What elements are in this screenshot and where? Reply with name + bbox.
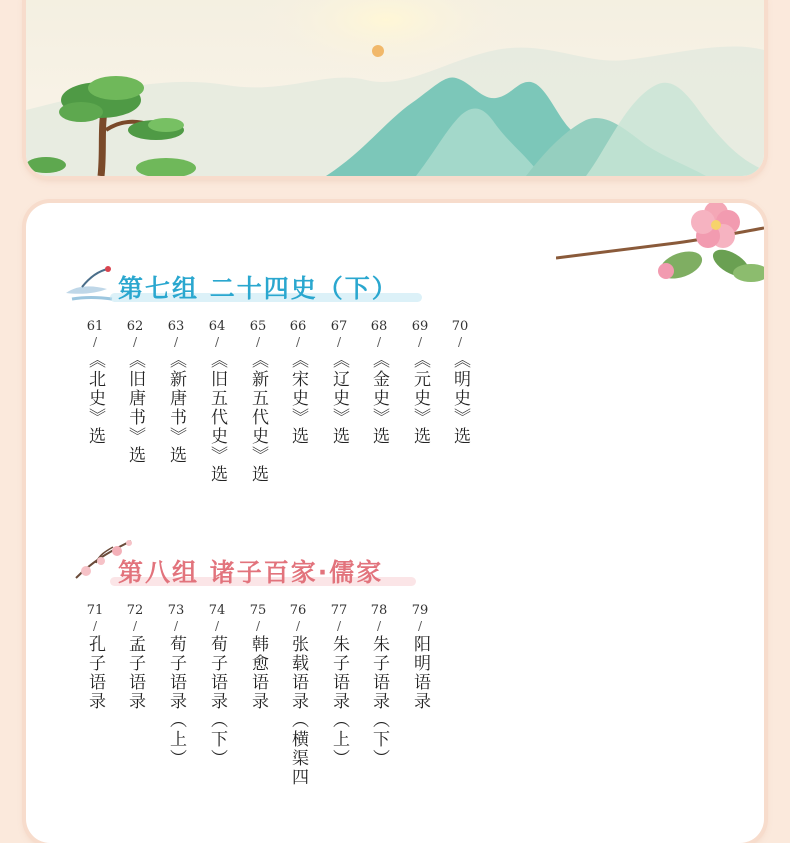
landscape-banner [26, 0, 764, 176]
mountain-landscape [26, 0, 764, 176]
book-number: 76 [289, 603, 307, 618]
book-title: 《旧唐书》选 [125, 351, 145, 465]
book-title: 《宋史》选 [288, 351, 308, 446]
book-number: 75 [249, 603, 267, 618]
book-number: 62 [126, 319, 144, 334]
book-title: 朱子语录（上） [329, 635, 349, 768]
book-item [243, 603, 273, 715]
book-item [405, 603, 435, 715]
book-title: 《明史》选 [450, 351, 470, 446]
separator: / [376, 335, 382, 349]
book-item [80, 319, 110, 450]
separator: / [255, 619, 261, 633]
book-number: 65 [249, 319, 267, 334]
book-number: 77 [330, 603, 348, 618]
book-item [161, 319, 191, 469]
book-item [80, 603, 110, 715]
separator: / [214, 335, 220, 349]
book-item [120, 319, 150, 469]
book-number: 61 [86, 319, 104, 334]
book-title: 《金史》选 [369, 351, 389, 446]
book-title: 孟子语录 [125, 635, 145, 711]
separator: / [132, 335, 138, 349]
group-title: 第八组 诸子百家·儒家 [118, 558, 384, 587]
separator: / [336, 335, 342, 349]
book-title: 《新五代史》选 [248, 351, 268, 484]
book-item [324, 319, 354, 450]
sun-icon [372, 45, 384, 57]
book-title: 《新唐书》选 [166, 351, 186, 465]
book-title: 《北史》选 [85, 351, 105, 446]
separator: / [417, 619, 423, 633]
book-title: 韩愈语录 [248, 635, 268, 711]
book-item [202, 319, 232, 488]
separator: / [255, 335, 261, 349]
book-item [405, 319, 435, 450]
separator: / [173, 335, 179, 349]
book-title: 阳明语录 [410, 635, 430, 711]
book-number: 64 [208, 319, 226, 334]
book-title: 《旧五代史》选 [207, 351, 227, 484]
book-item [364, 319, 394, 450]
book-number: 68 [370, 319, 388, 334]
pink-flower-branch [556, 203, 764, 293]
book-number: 72 [126, 603, 144, 618]
book-item [120, 603, 150, 715]
book-item [283, 319, 313, 450]
separator: / [92, 335, 98, 349]
separator: / [214, 619, 220, 633]
book-title: 张载语录（横渠四 [288, 635, 308, 787]
book-title: 荀子语录（上） [166, 635, 186, 768]
book-number: 73 [167, 603, 185, 618]
book-title: 《元史》选 [410, 351, 430, 446]
separator: / [295, 335, 301, 349]
book-item [202, 603, 232, 772]
book-item [324, 603, 354, 772]
book-item [283, 603, 313, 791]
separator: / [457, 335, 463, 349]
book-item [243, 319, 273, 488]
separator: / [132, 619, 138, 633]
book-number: 71 [86, 603, 104, 618]
book-number: 78 [370, 603, 388, 618]
book-title: 荀子语录（下） [207, 635, 227, 768]
book-item [161, 603, 191, 772]
book-item [445, 319, 475, 450]
book-number: 74 [208, 603, 226, 618]
book-title: 朱子语录（下） [369, 635, 389, 768]
separator: / [173, 619, 179, 633]
book-number: 69 [411, 319, 429, 334]
separator: / [336, 619, 342, 633]
book-item [364, 603, 394, 772]
book-number: 79 [411, 603, 429, 618]
separator: / [376, 619, 382, 633]
separator: / [295, 619, 301, 633]
book-title: 孔子语录 [85, 635, 105, 711]
separator: / [417, 335, 423, 349]
book-number: 67 [330, 319, 348, 334]
group-title: 第七组 二十四史（下） [118, 274, 399, 303]
book-title: 《辽史》选 [329, 351, 349, 446]
book-number: 63 [167, 319, 185, 334]
book-number: 70 [451, 319, 469, 334]
separator: / [92, 619, 98, 633]
book-number: 66 [289, 319, 307, 334]
